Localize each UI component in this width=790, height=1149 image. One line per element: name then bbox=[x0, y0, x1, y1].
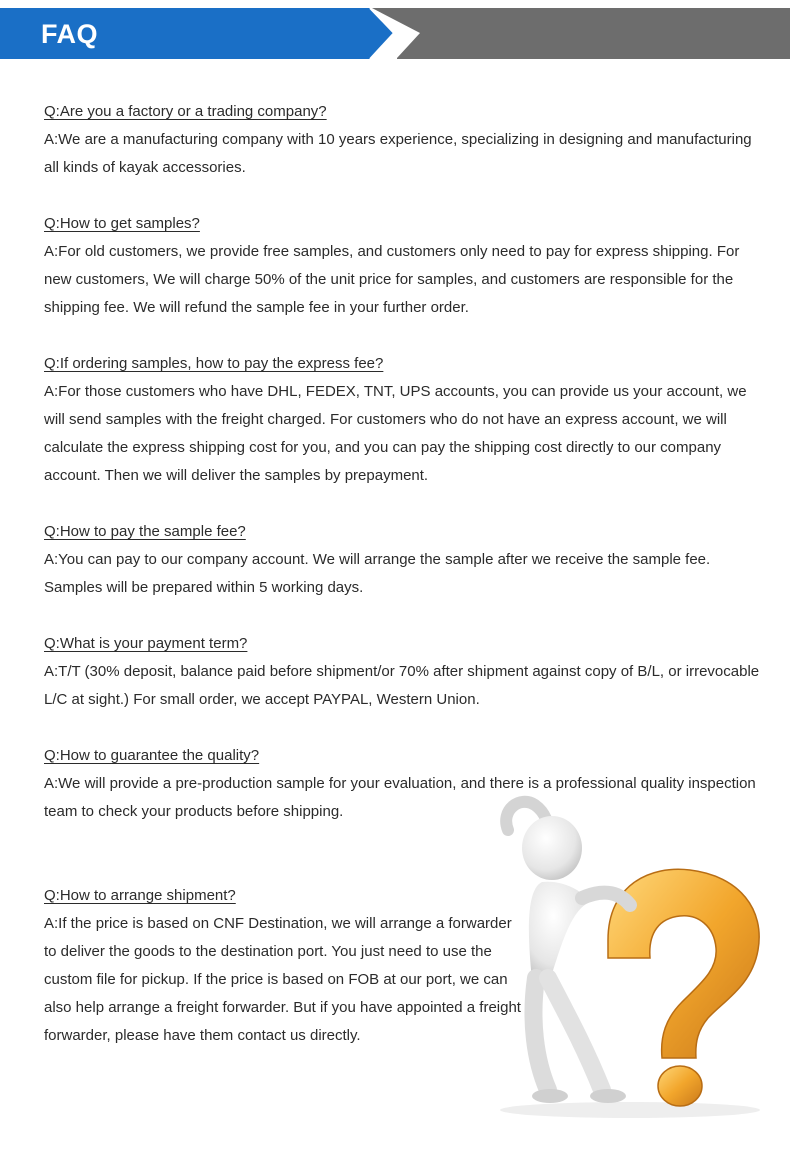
faq-item-express-fee bbox=[44, 350, 760, 490]
faq-item-shipment bbox=[44, 882, 524, 1050]
faq-answer: A:If the price is based on CNF Destination, we will arrange a forwarder to deliver the goods to the destination port. You just need to use the custom file for pickup. If the price is based on FOB at our port, we can also help arrange a freight forwarder. But if you have appointed a freight forwarder, please have them contact us directly. bbox=[44, 915, 521, 1044]
thinking-figure-illustration bbox=[490, 790, 780, 1120]
faq-item-payment-term bbox=[44, 630, 760, 714]
faq-item-samples bbox=[44, 210, 760, 322]
faq-question: Q:If ordering samples, how to pay the express fee? bbox=[44, 355, 384, 372]
faq-question: Q:How to get samples? bbox=[44, 215, 200, 232]
faq-answer: A:You can pay to our company account. We will arrange the sample after we receive the sample fee. Samples will be prepared within 5 working days. bbox=[44, 551, 711, 596]
faq-question: Q:How to pay the sample fee? bbox=[44, 523, 246, 540]
floor-shadow bbox=[500, 1102, 760, 1118]
faq-answer: A:For those customers who have DHL, FEDEX, TNT, UPS accounts, you can provide us your account, we will send samples with the freight charged. For customers who do not have an express account, we will calculate the express shipping cost for you, and you can pay the shipping cost directly to our company account. Then we will deliver the samples by prepayment. bbox=[44, 383, 747, 484]
faq-answer: A:We will provide a pre-production sample for your evaluation, and there is a professional quality inspection team to check your products before shipping. bbox=[44, 775, 756, 820]
faq-header-banner bbox=[0, 8, 790, 59]
faq-question: Q:How to guarantee the quality? bbox=[44, 747, 260, 764]
faq-answer: A:T/T (30% deposit, balance paid before shipment/or 70% after shipment against copy of B/L, or irrevocable L/C at sight.) For small order, we accept PAYPAL, Western Union. bbox=[44, 663, 760, 708]
faq-question: Q:Are you a factory or a trading company? bbox=[44, 103, 327, 120]
faq-question: Q:How to arrange shipment? bbox=[44, 887, 236, 904]
faq-answer: A:We are a manufacturing company with 10 years experience, specializing in designing and manufacturing all kinds of kayak accessories. bbox=[44, 131, 752, 176]
page-title: FAQ bbox=[41, 19, 99, 49]
header-banner-shape bbox=[0, 8, 790, 59]
faq-question: Q:What is your payment term? bbox=[44, 635, 248, 652]
faq-item-factory bbox=[44, 98, 760, 182]
faq-item-sample-fee bbox=[44, 518, 760, 602]
faq-answer: A:For old customers, we provide free samples, and customers only need to pay for express shipping. For new customers, We will charge 50% of the unit price for samples, and customers are responsible for the shipping fee. We will refund the sample fee in your further order. bbox=[44, 243, 740, 316]
